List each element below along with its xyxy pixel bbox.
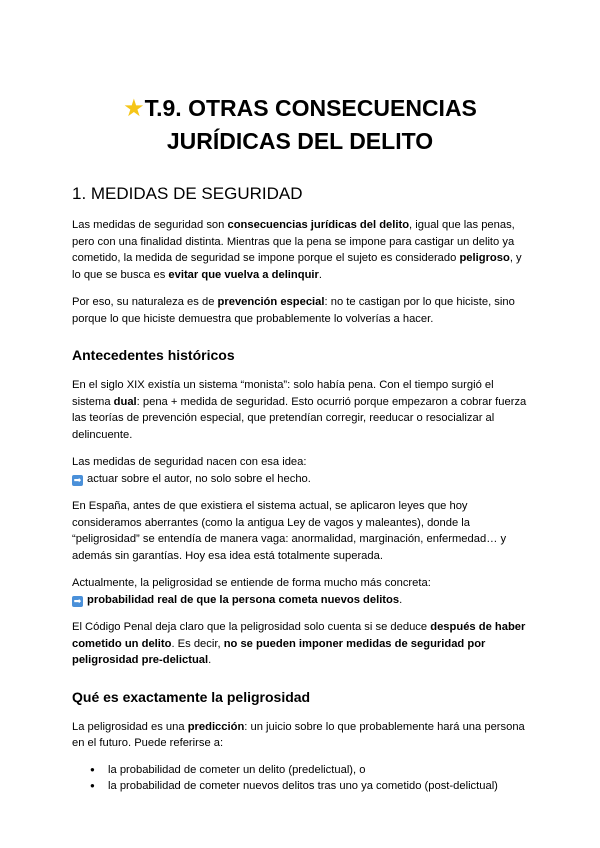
right-arrow-icon: ➡: [73, 595, 82, 606]
list-item: ● la probabilidad de cometer un delito (predelictual), o: [108, 762, 528, 779]
paragraph-prediccion: La peligrosidad es una predicción: un juicio sobre lo que probablemente hará una persona en el futuro. Puede referirse a:: [72, 720, 525, 749]
title-line-1: T.9. OTRAS CONSECUENCIAS: [144, 95, 477, 121]
paragraph-prevencion: Por eso, su naturaleza es de prevención especial: no te castigan por lo que hiciste, sino porque lo que hiciste demuestra que probablemente lo volverías a hacer.: [72, 296, 515, 325]
section-heading-medidas: 1. MEDIDAS DE SEGURIDAD: [72, 184, 303, 203]
bold-dual: dual: [113, 395, 137, 408]
bold-peligroso: peligroso: [459, 252, 510, 264]
title-line-2: JURÍDICAS DEL DELITO: [166, 128, 434, 154]
bold-consecuencias: consecuencias jurídicas del delito: [227, 219, 410, 231]
bullet-list: [72, 762, 528, 795]
bold-despues: después de haber cometido un delito: [72, 621, 526, 650]
subheading-antecedentes: Antecedentes históricos: [72, 347, 235, 363]
bold-evitar: evitar que vuelva a delinquir: [168, 268, 319, 281]
bold-prevencion-especial: prevención especial: [217, 296, 325, 308]
subheading-peligrosidad: Qué es exactamente la peligrosidad: [72, 688, 311, 705]
paragraph-codigo-penal: El Código Penal deja claro que la peligrosidad solo cuenta si se deduce después de haber cometido un delito. Es decir, no se pueden imponer medidas de seguridad por peligrosidad pre-delictual.: [72, 621, 526, 666]
list-item: ● la probabilidad de cometer nuevos delitos tras uno ya cometido (post-delictual): [108, 778, 528, 795]
bold-no-se-pueden: no se pueden imponer medidas de seguridad por peligrosidad pre-delictual: [72, 637, 486, 666]
paragraph-definicion: Las medidas de seguridad son consecuencias jurídicas del delito, igual que las penas, pero con una finalidad distinta. Mientras que la pena se impone para castigar un delito ya cometido, la medida de seguridad se impone porque el sujeto es considerado peligroso, y lo que se busca es evitar que vuelva a delinquir.: [72, 219, 522, 281]
bold-probabilidad-real: probabilidad real de que la persona cometa nuevos delitos: [87, 593, 400, 606]
right-arrow-icon: ➡: [73, 474, 82, 485]
document-title: [72, 0, 528, 157]
paragraph-actualmente: Actualmente, la peligrosidad se entiende de forma mucho más concreta: ➡ probabilidad real de que la persona cometa nuevos delitos.: [72, 577, 431, 606]
paragraph-siglo-xix: En el siglo XIX existía un sistema “monista”: solo había pena. Con el tiempo surgió el sistema dual: pena + medida de seguridad. Esto ocurrió porque empezaron a cobrar fuerza las teorías de prevención especial, que pretendían corregir, reeducar o resocializar al delincuente.: [72, 379, 527, 441]
paragraph-espana: En España, antes de que existiera el sistema actual, se aplicaron leyes que hoy consideramos aberrantes (como la antigua Ley de vagos y maleantes), donde la “peligrosidad” se entendía de manera vaga: anormalidad, marginación, enfermedad… y además sin garantías. Hoy esa idea está totalmente superada.: [72, 500, 507, 562]
paragraph-nacen: Las medidas de seguridad nacen con esa idea: ➡ actuar sobre el autor, no solo sobre el hecho.: [72, 456, 311, 485]
star-icon: ★: [123, 95, 145, 122]
bold-prediccion: predicción: [187, 720, 245, 733]
